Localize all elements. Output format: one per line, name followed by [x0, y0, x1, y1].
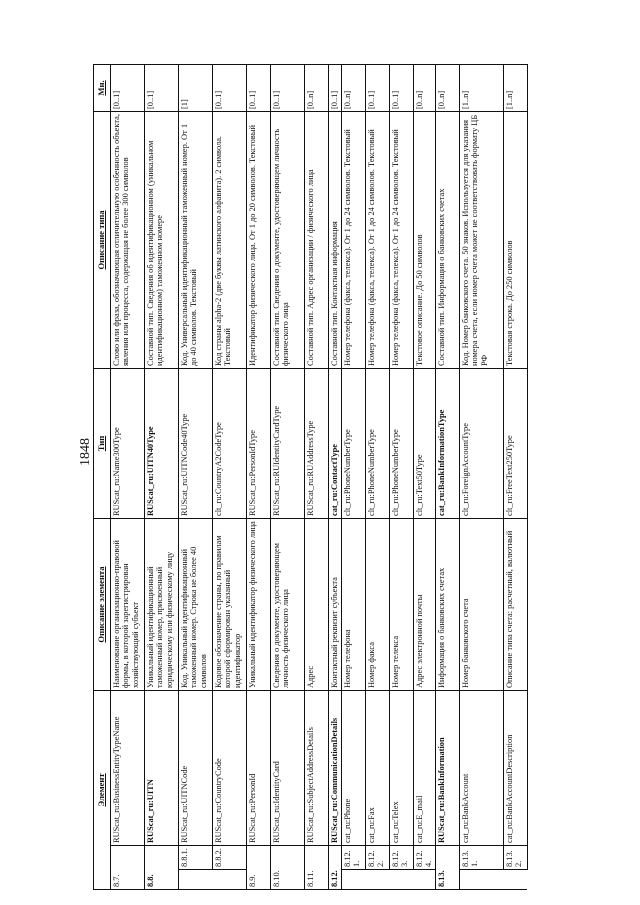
- row-number: 8.8.2.: [213, 846, 247, 870]
- indent-cell: [179, 870, 213, 890]
- multiplicity: [0..n]: [414, 65, 436, 112]
- element-name: RUScat_ru:CommunicationDetails: [329, 691, 342, 846]
- element-name: RUScat_ru:UITN: [145, 691, 179, 846]
- multiplicity: [0..1]: [329, 65, 342, 112]
- type-description: Номер телефона (факса, телекса). От 1 до 24 символов. Текстовый: [390, 112, 414, 369]
- element-description: Кодовое обозначение страны, по правилам которой сформирован указанный идентификатор: [213, 519, 247, 691]
- element-description: Уникальный идентификационный таможенный номер, присвоенный юридическому или физическому лицу: [145, 519, 179, 691]
- table-row: [271, 65, 305, 890]
- multiplicity: [1]: [179, 65, 213, 112]
- type-description: Составной тип. Сведения об идентификационном (уникальном идентификационном) таможенном номере: [145, 112, 179, 369]
- row-number: 8.7.: [111, 846, 145, 890]
- type-name: RUScat_ru:RUIdentityCardType: [271, 369, 305, 519]
- element-description: Код. Уникальный идентификационный таможенный номер. Строка не более 40 символов: [179, 519, 213, 691]
- multiplicity: [1..n]: [503, 65, 527, 112]
- type-name: clt_ru:ForeignAccountType: [459, 369, 503, 519]
- element-description: Сведения о документе, удостоверяющем личность физического лица: [271, 519, 305, 691]
- table-row: [366, 65, 390, 890]
- type-description: Текстовое описание. До 50 символов: [414, 112, 436, 369]
- type-description: Составной тип. Сведения о документе, удостоверяющем личность физического лица: [271, 112, 305, 369]
- type-name: RUScat_ru:PersonIdType: [247, 369, 271, 519]
- element-name: RUScat_ru:SubjectAddressDetails: [305, 691, 329, 846]
- header-description: Описание элемента: [94, 519, 111, 691]
- row-number: 8.12.1.: [342, 846, 366, 870]
- type-name: clt_ru:CountryA2CodeType: [213, 369, 247, 519]
- header-element: Элемент: [94, 691, 111, 890]
- type-name: RUScat_ru:UITN40Type: [145, 369, 179, 519]
- element-description: Контактный реквизит субъекта: [329, 519, 342, 691]
- multiplicity: [0..1]: [247, 65, 271, 112]
- row-number: 8.10.: [271, 846, 305, 890]
- table-row: [414, 65, 436, 890]
- element-name: cat_ru:BankAccountDescription: [503, 691, 527, 846]
- table-row: [111, 65, 145, 890]
- type-description: Код. Номер банковского счета. 50 знаков. Используется для указания номера счета, если номер счета может не соответствовать формату ЦБ РФ: [459, 112, 503, 369]
- type-description: Слово или фраза, обозначающая отличительную особенность объекта, явления или процесса, содержащая не более 300 символов: [111, 112, 145, 369]
- table-body: [111, 65, 528, 890]
- indent-cell: [213, 870, 247, 890]
- multiplicity: [0..1]: [366, 65, 390, 112]
- type-description: Текстовая строка. До 250 символов: [503, 112, 527, 369]
- table-row: [342, 65, 366, 890]
- element-name: RUScat_ru:BusinessEntityTypeName: [111, 691, 145, 846]
- element-name: RUScat_ru:BankInformation: [435, 691, 459, 846]
- type-description: Номер телефона (факса, телекса). От 1 до 24 символов. Текстовый: [342, 112, 366, 369]
- row-number: 8.13.1.: [459, 846, 503, 870]
- row-number: 8.13.: [435, 846, 459, 890]
- row-number: 8.13.2.: [503, 846, 527, 870]
- type-description: Код страны alpha-2 (две буквы латинского алфавита). 2 символа. Текстовый: [213, 112, 247, 369]
- indent-cell: [342, 870, 366, 890]
- type-description: Составной тип. Информация о банковских счетах: [435, 112, 459, 369]
- type-name: clt_ru:PhoneNumberType: [366, 369, 390, 519]
- table-row: [459, 65, 503, 890]
- type-name: clt_ru:Text50Type: [414, 369, 436, 519]
- element-description: Номер телекса: [390, 519, 414, 691]
- element-description: Номер банковского счета: [459, 519, 503, 691]
- table-row: [145, 65, 179, 890]
- element-name: RUScat_ru:CountryCode: [213, 691, 247, 846]
- multiplicity: [0..1]: [271, 65, 305, 112]
- header-type: Тип: [94, 369, 111, 519]
- element-description: Уникальный идентификатор физического лица: [247, 519, 271, 691]
- schema-table: [93, 64, 528, 890]
- table-row: [305, 65, 329, 890]
- table-header-row: [94, 65, 111, 890]
- row-number: 8.12.4.: [414, 846, 436, 870]
- row-number: 8.9.: [247, 846, 271, 890]
- multiplicity: [0..n]: [305, 65, 329, 112]
- type-description: Код. Универсальный идентификационный таможенный номер. От 1 до 40 символов. Текстовый: [179, 112, 213, 369]
- row-number: 8.12.3.: [390, 846, 414, 870]
- element-description: Описание типа счета: расчетный, валютный: [503, 519, 527, 691]
- element-name: RUScat_ru:UITNCode: [179, 691, 213, 846]
- type-name: cat_ru:BankInformationType: [435, 369, 459, 519]
- indent-cell: [503, 870, 527, 890]
- table-row: [503, 65, 527, 890]
- type-name: clt_ru:PhoneNumberType: [390, 369, 414, 519]
- type-name: RUScat_ru:RUAddressType: [305, 369, 329, 519]
- type-name: RUScat_ru:UITNCode40Type: [179, 369, 213, 519]
- table-row: [247, 65, 271, 890]
- type-name: clt_ru:PhoneNumberType: [342, 369, 366, 519]
- element-name: cat_ru:Fax: [366, 691, 390, 846]
- element-name: cat_ru:Phone: [342, 691, 366, 846]
- type-description: Идентификатор физического лица. От 1 до 20 символов. Текстовый: [247, 112, 271, 369]
- type-description: Составной тип. Контактная информация: [329, 112, 342, 369]
- element-description: Информация о банковских счетах: [435, 519, 459, 691]
- indent-cell: [414, 870, 436, 890]
- type-description: Составной тип. Адрес организации / физического лица: [305, 112, 329, 369]
- indent-cell: [366, 870, 390, 890]
- element-name: RUScat_ru:PersonId: [247, 691, 271, 846]
- indent-cell: [459, 870, 503, 890]
- multiplicity: [0..1]: [390, 65, 414, 112]
- multiplicity: [0..1]: [145, 65, 179, 112]
- element-description: Адрес: [305, 519, 329, 691]
- row-number: 8.12.2.: [366, 846, 390, 870]
- element-name: cat_ru:E_mail: [414, 691, 436, 846]
- element-description: Номер телефона: [342, 519, 366, 691]
- table-row: [390, 65, 414, 890]
- element-description: Адрес электронной почты: [414, 519, 436, 691]
- table-row: [179, 65, 213, 890]
- element-name: RUScat_ru:IdentityCard: [271, 691, 305, 846]
- multiplicity: [0..n]: [435, 65, 459, 112]
- type-description: Номер телефона (факса, телекса). От 1 до 24 символов. Текстовый: [366, 112, 390, 369]
- table-row: [329, 65, 342, 890]
- multiplicity: [0..1]: [111, 65, 145, 112]
- row-number: 8.12.: [329, 846, 342, 890]
- multiplicity: [1..n]: [459, 65, 503, 112]
- page-number: 1848: [78, 438, 93, 466]
- type-name: clt_ru:FreeText250Type: [503, 369, 527, 519]
- element-description: Номер факса: [366, 519, 390, 691]
- type-name: RUScat_ru:Name300Type: [111, 369, 145, 519]
- indent-cell: [390, 870, 414, 890]
- multiplicity: [0..1]: [213, 65, 247, 112]
- row-number: 8.8.: [145, 846, 179, 890]
- header-multiplicity: Мн.: [94, 65, 111, 112]
- element-name: cat_ru:BankAccount: [459, 691, 503, 846]
- rotated-table-container: [93, 65, 613, 890]
- row-number: 8.11.: [305, 846, 329, 890]
- header-type-description: Описание типа: [94, 112, 111, 369]
- table-row: [213, 65, 247, 890]
- element-description: Наименование организационно-правовой формы, в которой зарегистрирован хозяйствующий субъект: [111, 519, 145, 691]
- row-number: 8.8.1.: [179, 846, 213, 870]
- element-name: cat_ru:Telex: [390, 691, 414, 846]
- table-row: [435, 65, 459, 890]
- type-name: cat_ru:ContactType: [329, 369, 342, 519]
- multiplicity: [0..n]: [342, 65, 366, 112]
